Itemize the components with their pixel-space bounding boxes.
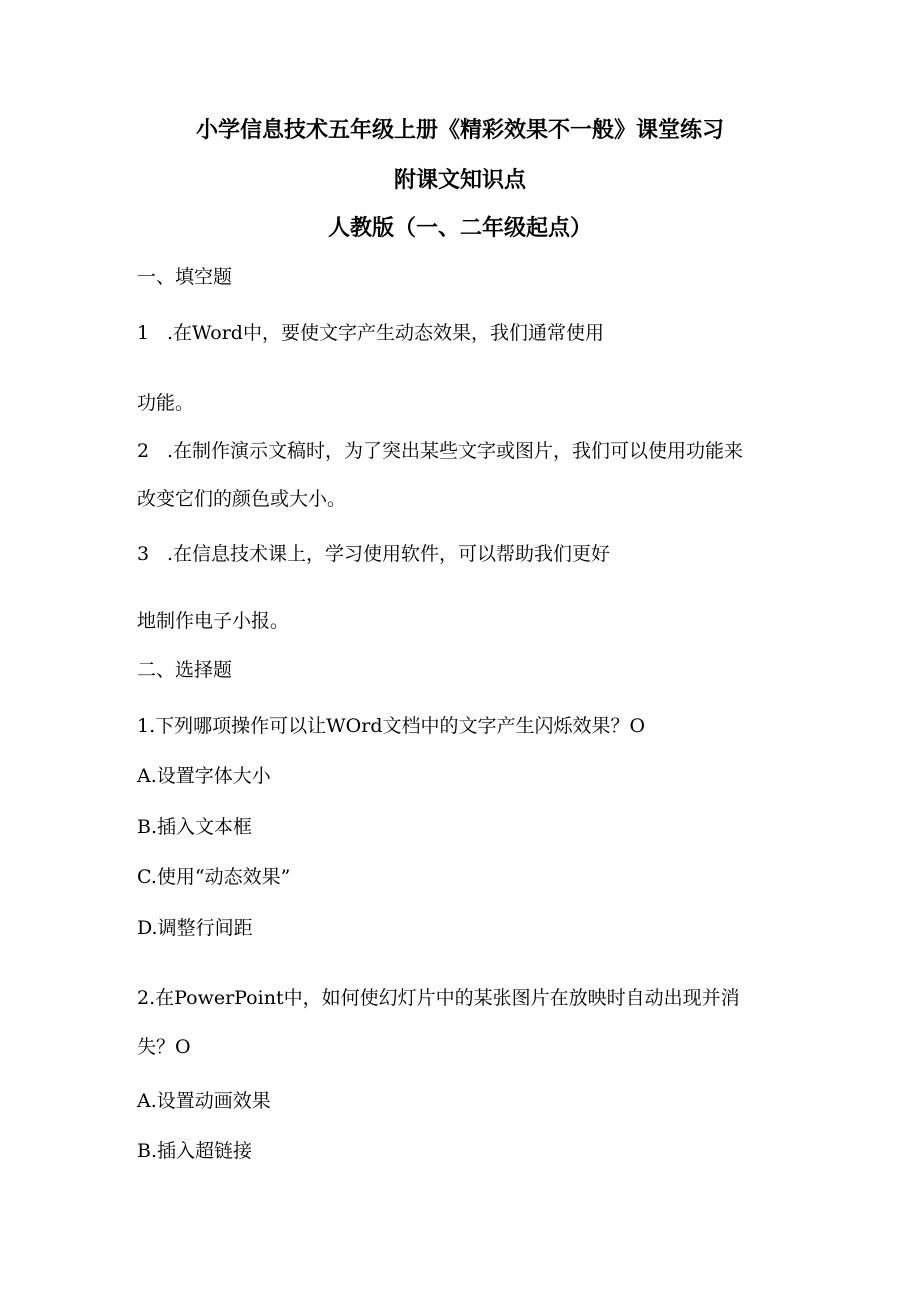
section-heading-fill-blank: 一、填空题: [137, 266, 233, 288]
fill-blank-question-1: [137, 320, 604, 346]
choice-question-2-continued: 失？O: [137, 1036, 191, 1058]
fill-blank-question-1-continued: 功能。: [137, 392, 195, 414]
fill-blank-question-2-continued: 改变它们的颜色或大小。: [137, 488, 347, 510]
choice-option-a: A.设置动画效果: [137, 1090, 271, 1112]
question-number: 1: [137, 322, 150, 344]
question-number: 2: [137, 440, 150, 462]
choice-question-1: 1.下列哪项操作可以让WOrd文档中的文字产生闪烁效果？O: [137, 715, 646, 737]
document-subtitle: 附课文知识点: [393, 168, 526, 193]
choice-option-c: C.使用“动态效果”: [137, 866, 291, 888]
fill-blank-question-2: [137, 438, 743, 464]
choice-option-d: D.调整行间距: [137, 917, 253, 939]
choice-option-b: B.插入超链接: [137, 1140, 253, 1162]
question-text: .在制作演示文稿时，为了突出某些文字或图片，我们可以使用功能来: [167, 440, 744, 462]
choice-option-b: B.插入文本框: [137, 816, 253, 838]
document-edition: 人教版（一、二年级起点）: [327, 216, 592, 241]
fill-blank-question-3-continued: 地制作电子小报。: [137, 610, 290, 632]
question-text: .在Word中，要使文字产生动态效果，我们通常使用: [167, 322, 604, 344]
question-text: .在信息技术课上，学习使用软件，可以帮助我们更好: [167, 543, 611, 565]
choice-option-a: A.设置字体大小: [137, 765, 271, 787]
document-title: 小学信息技术五年级上册《精彩效果不一般》课堂练习: [195, 118, 724, 143]
question-number: 3: [137, 543, 150, 565]
section-heading-multiple-choice: 二、选择题: [137, 659, 233, 681]
choice-question-2: 2.在PowerPoint中，如何使幻灯片中的某张图片在放映时自动出现并消: [137, 987, 740, 1009]
fill-blank-question-3: [137, 541, 610, 567]
